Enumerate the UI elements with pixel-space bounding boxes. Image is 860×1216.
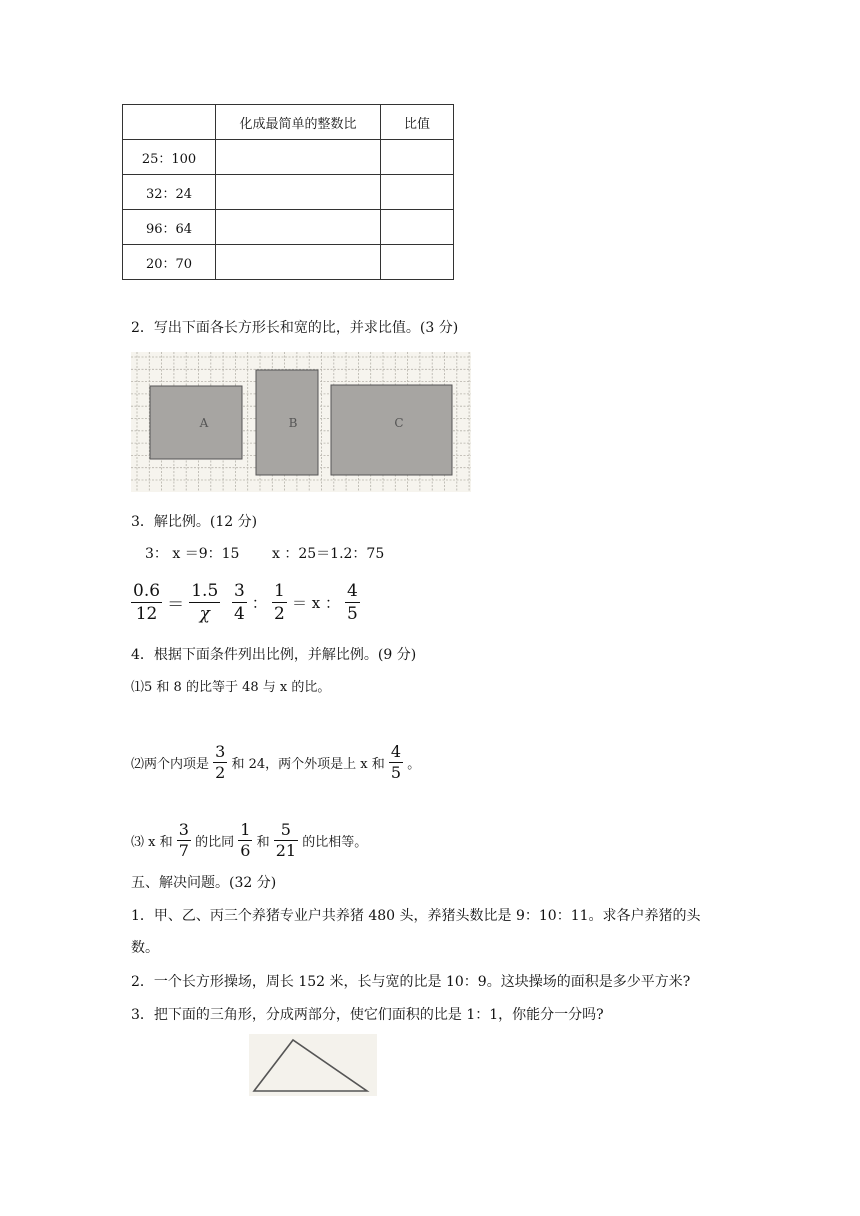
fraction: $\frac{1}{2}$ [274,581,285,624]
problem-1-line-2: 数。 [131,940,159,956]
fraction: $\frac{3}{7}$ [178,820,189,860]
table-header-cell: 化成最简单的整数比 [216,105,381,140]
proportion-eq-4: $\frac{3}{4}$ ： $\frac{1}{2}$ ＝ x ： $\frac{4}{5}$ [234,581,358,624]
value-cell[interactable] [381,245,454,280]
proportion-eq-2: x ：25＝1.2：75 [272,546,385,562]
simplest-cell[interactable] [216,245,381,280]
question-4-part-2: ⑵两个内项是 $\frac{3}{2}$ 和 24，两个外项是上 x 和 $\frac{4}{5}$ 。 [131,742,421,782]
ratio-cell: 25：100 [123,140,216,175]
table-row [123,210,454,245]
table-row [123,245,454,280]
value-cell[interactable] [381,175,454,210]
fraction: $\frac{0.6}{12}$ [133,581,161,624]
table-header-cell [123,105,216,140]
label-b: B [288,416,298,430]
fraction: $\frac{3}{4}$ [234,581,245,624]
table-row [123,140,454,175]
proportion-eq-1: 3： x ＝9：15 [145,546,240,562]
value-cell[interactable] [381,210,454,245]
triangle-background [249,1034,377,1096]
question-4-part-1: ⑴5 和 8 的比等于 48 与 x 的比。 [131,680,331,695]
fraction: $\frac{5}{21}$ [275,820,297,860]
ratio-cell: 32：24 [123,175,216,210]
simplest-cell[interactable] [216,210,381,245]
rectangle-a [150,386,242,459]
fraction: $\frac{3}{2}$ [215,742,226,782]
label-a: A [199,416,209,430]
question-3: 3．解比例。(12 分) [131,514,258,530]
ratio-table [122,104,454,280]
label-c: C [394,416,404,430]
ratio-cell: 20：70 [123,245,216,280]
problem-2: 2．一个长方形操场，周长 152 米，长与宽的比是 10：9。这块操场的面积是多少平方米? [131,974,691,990]
proportion-eq-3: $\frac{0.6}{12}$ ＝ $\frac{1.5}{\chi}$ [133,581,219,624]
simplest-cell[interactable] [216,140,381,175]
fraction: $\frac{4}{5}$ [347,581,358,624]
rectangle-c [331,385,452,475]
rectangle-grid-figure [131,352,471,492]
value-cell[interactable] [381,140,454,175]
table-row [123,175,454,210]
simplest-cell[interactable] [216,175,381,210]
table-header-cell: 比值 [381,105,454,140]
question-4: 4．根据下面条件列出比例，并解比例。(9 分) [131,647,417,663]
table-header-row [123,105,454,140]
rectangle-b [256,370,318,475]
fraction: $\frac{1.5}{\chi}$ [191,581,219,624]
section-5-title: 五、解决问题。(32 分) [131,875,277,891]
problem-3: 3．把下面的三角形，分成两部分，使它们面积的比是 1：1，你能分一分吗? [131,1007,604,1023]
ratio-cell: 96：64 [123,210,216,245]
question-4-part-3: ⑶ x 和 $\frac{3}{7}$ 的比同 $\frac{1}{6}$ 和 $\frac{5}{21}$ 的比相等。 [131,820,368,860]
triangle-figure[interactable] [249,1034,377,1096]
problem-1-line-1: 1．甲、乙、丙三个养猪专业户共养猪 480 头，养猪头数比是 9：10：11。求各户养猪的头 [131,908,701,924]
fraction: $\frac{4}{5}$ [390,742,402,782]
question-2: 2．写出下面各长方形长和宽的比，并求比值。(3 分) [131,320,459,336]
fraction: $\frac{1}{6}$ [240,820,251,860]
